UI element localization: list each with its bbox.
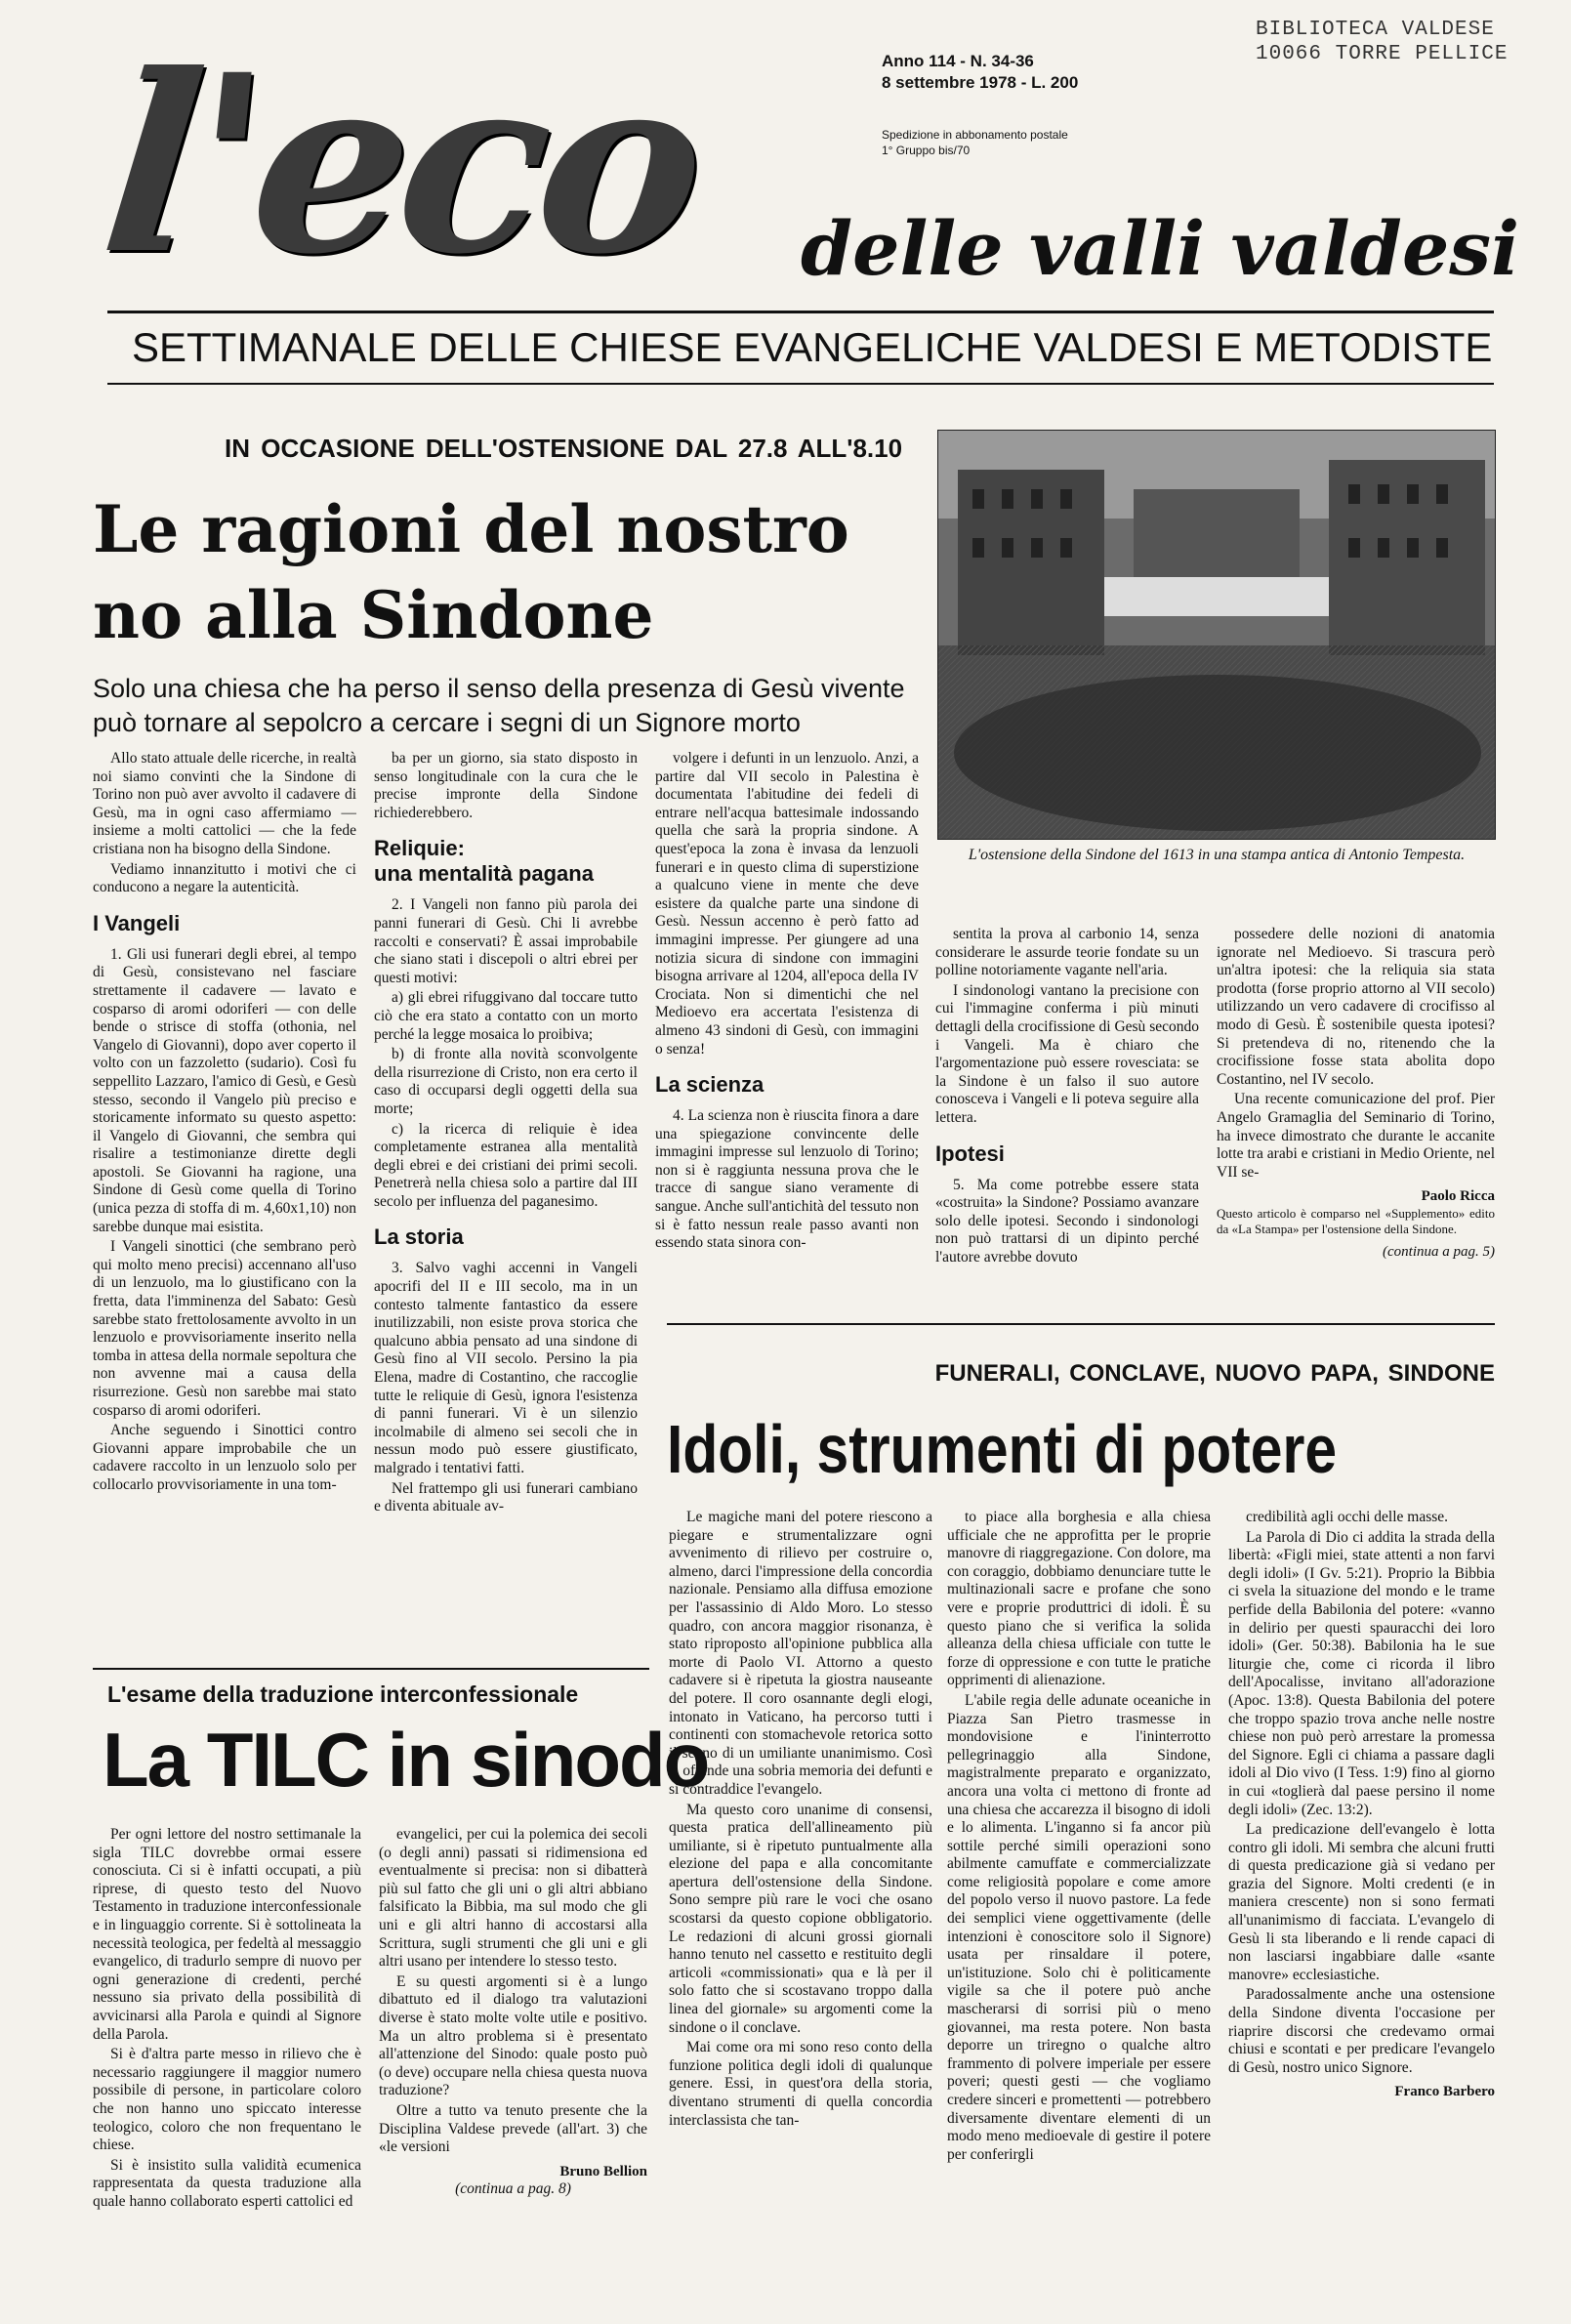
stamp-line-1: BIBLIOTECA VALDESE xyxy=(1256,19,1495,41)
image-caption: L'ostensione della Sindone del 1613 in una stampa antica di Antonio Tempesta. xyxy=(968,847,1466,863)
paragraph: 1. Gli usi funerari degli ebrei, al tempo di Gesù, consistevano nel fasciare strettamente il cadavere — lavato e cosparso di aromi odoriferi — con delle bende o strisce di stoffa (othonia, nel Vangelo di Giovanni), dopo aver coperto il volto con un fazzoletto (sudario). Così fu seppellito Lazzaro, l'amico di Gesù, e Gesù stesso, secondo il Vangelo più preciso e storicamente informato su questo aspetto: il Vangelo di Giovanni, che sembra qui risalire a testimonianze dirette degli apostoli. Se Giovanni ha ragione, una Sindone di Gesù come quella di Torino (unica pezza di stoffa di m. 4,60x1,10) non sarebbe dunque mai esistita. xyxy=(93,945,356,1235)
third-author: Bruno Bellion xyxy=(559,2163,647,2179)
section-heading: La storia xyxy=(374,1224,464,1250)
second-column-1 xyxy=(669,1509,932,2290)
lead-headline-line-1: Le ragioni del nostro xyxy=(93,491,849,567)
section-heading xyxy=(374,836,638,887)
lead-headline-line-2: no alla Sindone xyxy=(93,577,654,653)
paragraph: sentita la prova al carbonio 14, senza considerare le assurde teorie fondate su un polline notoriamente vagante nell'aria. xyxy=(935,926,1199,979)
engraving-image xyxy=(937,430,1496,840)
third-kicker: L'esame della traduzione interconfessionale xyxy=(107,1681,579,1707)
lead-deck-line-2: può tornare al sepolcro a cercare i segni di un Signore morto xyxy=(93,708,801,737)
section-heading: Ipotesi xyxy=(935,1141,1005,1166)
continued-link[interactable]: (continua a pag. 8) xyxy=(455,2180,571,2198)
lead-column-2 xyxy=(374,750,638,1648)
paragraph: to piace alla borghesia e alla chiesa ufficiale che ne approfitta per le proprie manovre di riaggregazione. Con dolore, ma con coraggio, dobbiamo denunciare tutte le multinazionali sacre e profane che sono vere e proprie produttrici di idoli. È su questo piano che si verifica la solida alleanza della chiesa ufficiale con tutte le forze di oppressione e con tutte le pratiche opprimenti di alienazione. xyxy=(947,1509,1211,1689)
postal-line-2: 1° Gruppo bis/70 xyxy=(882,144,971,157)
continued-link[interactable]: (continua a pag. 5) xyxy=(1383,1243,1495,1260)
second-column-2 xyxy=(947,1509,1211,2290)
engraving-illustration xyxy=(938,431,1496,840)
paragraph: Si è d'altra parte messo in rilievo che è necessario raggiungere il maggior numero possibile di persone, in particolare coloro che non hanno uno spiccato interesse teologico, coloro che non frequentano le chiese. xyxy=(93,2046,361,2154)
second-kicker: FUNERALI, CONCLAVE, NUOVO PAPA, SINDONE xyxy=(934,1360,1495,1387)
paragraph: Si è insistito sulla validità ecumenica rappresentata da questa traduzione alla quale hanno collaborato esperti cattolici ed xyxy=(93,2156,361,2210)
paragraph: 4. La scienza non è riuscita finora a dare una spiegazione convincente delle immagini impresse sul lenzuolo di Torino; non si è raggiunta nessuna prova che le tracce di sangue siano veramente di sangue. Anche sull'antichità del tessuto non si è fatto nessun reale passo avanti non essendo stata sinora con- xyxy=(655,1107,919,1252)
third-headline: La TILC in sinodo xyxy=(103,1717,709,1803)
paragraph: a) gli ebrei rifuggivano dal toccare tutto ciò che era stato a contatto con un morto perché la legge mosaica lo proibiva; xyxy=(374,989,638,1043)
paragraph: credibilità agli occhi delle masse. xyxy=(1246,1509,1449,1525)
masthead-rule xyxy=(107,311,1494,313)
issue-date-price: 8 settembre 1978 - L. 200 xyxy=(882,73,1079,92)
lead-deck-line-1: Solo una chiesa che ha perso il senso della presenza di Gesù vivente xyxy=(93,674,905,703)
paragraph: Allo stato attuale delle ricerche, in realtà noi siamo convinti che la Sindone di Torino non può aver avvolto il cadavere di Gesù, ma in ogni caso affermiamo — insieme a molti cattolici — che la fede cristiana non ha bisogno della Sindone. xyxy=(93,750,356,857)
source-note: Questo articolo è comparso nel «Supplemento» edito da «La Stampa» per l'ostensione della Sindone. xyxy=(1217,1205,1495,1236)
second-column-3 xyxy=(1228,1509,1495,2290)
paragraph: Anche seguendo i Sinottici contro Giovanni appare improbabile che un cadavere raccolto in un lenzuolo solo per collocarlo provvisoriamente in una tom- xyxy=(93,1422,356,1493)
paragraph: I Vangeli sinottici (che sembrano però qui molto meno precisi) accennano all'uso di un lenzuolo, ma lo giustificano con la fretta, data l'imminenza del Sabato: Gesù sarebbe stato frettolosamente avvolto in un lenzuolo e provvisoriamente inserito nella tomba in attesa della normale sepoltura che non avvenne mai a causa della risurrezione. Gesù non sarebbe mai stato cosparso di aromi odoriferi. xyxy=(93,1238,356,1419)
issue-info xyxy=(882,51,1175,94)
paragraph: volgere i defunti in un lenzuolo. Anzi, a partire dal VII secolo in Palestina è documentata l'abitudine dei fedeli di entrare nell'acqua battesimale indossando quella che sarà la propria sindone. A quest'epoca la zona è invasa da lenzuoli funerari e in questo clima di superstizione a qualcuno viene in mente che deve esistere da qualche parte una sindone di Gesù. Nessun accenno è però fatto ad immagini impresse. Per giungere ad una notizia sicura di sindone con immagini bisogna arrivare al 1204, all'epoca della IV Crociata. Non si dimentichi che nel Medioevo era accertata l'esistenza di almeno 43 sindoni di Gesù, con immagini o senza! xyxy=(655,750,919,1058)
postal-info xyxy=(882,127,1175,158)
section-rule xyxy=(667,1323,1495,1325)
paragraph: 3. Salvo vaghi accenni in Vangeli apocrifi del II e III secolo, ma in un contesto talmente fantastico da essere inutilizzabili, non esiste prova storica che qualcuno abbia pensato ad una sindone di Gesù fino al VII secolo. Persino la pia Elena, madre di Costantino, che raccoglie tutte le reliquie di Gesù, ignora l'esistenza di panni funerari. Vi è un silenzio incolmabile di almeno sei secoli che in nessun modo può essere giustificato, malgrado i tentativi fatti. xyxy=(374,1260,638,1476)
lead-headline xyxy=(93,486,942,658)
section-rule xyxy=(93,1668,649,1670)
second-headline: Idoli, strumenti di potere xyxy=(667,1411,1338,1487)
lead-column-3 xyxy=(655,750,919,1287)
lead-author: Paolo Ricca xyxy=(1421,1188,1495,1205)
paragraph: Mai come ora mi sono reso conto della funzione politica degli idoli di qualunque genere. Essi, in quest'ora della storia, diventano strumenti di quella concordia interclassista che tan- xyxy=(669,2039,932,2129)
lead-column-1 xyxy=(93,750,356,1668)
paragraph: La Parola di Dio ci addita la strada della libertà: «Figli miei, state attenti a non farvi degli idoli» (I Gv. 5:21). Proprio la Bibbia ci svela la situazione del mondo e le trame perfide della Babilonia del potere: «vanno in delirio per questi spauracchi dei loro idoli» (Ger. 50:38). Babilonia ha le sue liturgie che, come ci ricorda il libro dell'Apocalisse, invitano all'adorazione (Apoc. 13:8). Questa Babilonia del potere che troppo spazio trova anche nelle nostre chiese non può però arrestare la promessa del Signore. Egli ci chiama a passare dagli idoli al Dio vivo (I Tess. 1:9) fino al giorno in cui «toglierà dal paese persino il nome degli idoli» (Zec. 13:2). xyxy=(1228,1528,1495,1818)
masthead-rule-bottom xyxy=(107,383,1494,385)
paragraph: La predicazione dell'evangelo è lotta contro gli idoli. Mi sembra che alcuni frutti di questa predicazione già si vedano per grazia del Signore. Molti credenti (e in maniera crescente) non si sono fermati all'unanimismo di facciata. L'evangelo di Gesù li sta liberando e li rende capaci di non lasciarsi ingabbiare dalle «sante manovre» ecclesiastiche. xyxy=(1228,1821,1495,1983)
paragraph: c) la ricerca di reliquie è idea completamente estranea alla mentalità degli ebrei e dei cristiani dei primi secoli. Penetrerà nella chiesa solo a partire dal III secolo per influenza del paganesimo. xyxy=(374,1120,638,1210)
paragraph: Una recente comunicazione del prof. Pier Angelo Gramaglia del Seminario di Torino, ha invece dimostrato che durante le accanite lotte tra arabi e cristiani in Medio Oriente, nel VII se- xyxy=(1217,1091,1495,1181)
lead-column-4 xyxy=(935,926,1199,1287)
paragraph: evangelici, per cui la polemica dei secoli (o degli anni) passati si ridimensiona ed eventualmente si precisa: non si dibatterà più sul fatto che gli uni o gli altri abbiano falsificato la Bibbia, ma sul modo che gli uni e gli altri hanno di accostarsi alla Scrittura, sugli strumenti che gli uni e gli altri usano per intendere lo stesso testo. xyxy=(379,1826,647,1971)
paragraph: Paradossalmente anche una ostensione della Sindone diventa l'occasione per riaprire discorsi che credevamo ormai chiusi e scontati e per predicare l'evangelo di Gesù, nostro unico Signore. xyxy=(1228,1986,1495,2076)
section-heading-line-1: Reliquie: xyxy=(374,836,465,861)
second-author: Franco Barbero xyxy=(1394,2084,1495,2100)
paragraph: L'abile regia delle adunate oceaniche in Piazza San Pietro trasmesse in mondovisione e l'ininterrotto pellegrinaggio alla Sindone, magistralmente preparato e organizzato, ancora una volta ci mettono di fronte ad una chiesa che accarezza il bisogno di idoli e lo alimenta. L'inganno si fa ancor più sottile perché simili operazioni sono abilmente camuffate e commercializzate come religiosità popolare e come amore del popolo verso il nuovo pastore. La fede dei semplici viene oggettivamente (delle intenzioni è conoscitore solo il Signore) usata per rinsaldare il potere, un'istituzione. Solo chi è politicamente vigile sa che il potere può anche mascherarsi di sorrisi più o meno giovannei, ma resta potere. Non basta deporre un triregno o qualche altro frammento di polvere imperiale per essere poveri; questi gesti — che vogliamo credere sinceri e promettenti — potrebbero diversamente diventare elementi di un modo meno medioevale di gestire il potere per conferirgli xyxy=(947,1691,1211,2163)
section-heading: La scienza xyxy=(655,1072,765,1098)
library-stamp xyxy=(1256,18,1560,66)
third-column-1 xyxy=(93,1826,361,2295)
paragraph: Vediamo innanzitutto i motivi che ci conducono a negare la autenticità. xyxy=(93,860,356,896)
masthead-logo xyxy=(92,21,859,308)
paragraph: possedere delle nozioni di anatomia ignorate nel Medioevo. Si trascura però un'altra ipotesi: che la reliquia sia stata prodotta (forse proprio attorno al VII secolo) utilizzando un vero cadavere di crocifisso al modo di Gesù. È sostenibile questa ipotesi? Si pretendeva di no, ritenendo che la crocifissione fosse stata abolita dopo Costantino, nel IV secolo. xyxy=(1217,926,1495,1088)
paragraph: Nel frattempo gli usi funerari cambiano e diventa abituale av- xyxy=(374,1479,638,1515)
paragraph: I sindonologi vantano la precisione con cui l'immagine conferma i più minuti dettagli della crocifissione di Gesù secondo i Vangeli. Ma è chiaro che l'argomentazione può essere rovesciata: se la Sindone è un falso il suo autore conosceva i Vangeli e li poteva seguire alla lettera. xyxy=(935,981,1199,1126)
stamp-line-2: 10066 TORRE PELLICE xyxy=(1256,43,1509,65)
paragraph: Per ogni lettore del nostro settimanale la sigla TILC dovrebbe ormai essere conosciuta. Ci si è infatti occupati, a più riprese, di questo testo del Nuovo Testamento in traduzione interconfessionale e in linguaggio corrente. Si è sottolineata la necessità teologica, per fedeltà al messaggio evangelico, di tradurlo sempre di nuovo per ogni generazione di credenti, perché nessuno sia privato della possibilità di avvicinarsi alla Parola e quindi al Signore della Parola. xyxy=(93,1826,361,2043)
paragraph: b) di fronte alla novità sconvolgente della risurrezione di Cristo, non era certo il caso di occuparsi degli oggetti della sua morte; xyxy=(374,1046,638,1117)
lead-column-5 xyxy=(1217,926,1495,1287)
logo-text: l'eco xyxy=(92,21,708,308)
paragraph: Le magiche mani del potere riescono a piegare e strumentalizzare ogni avvenimento di rilievo per costruire o, almeno, darci l'impressione della concordia nazionale. Pensiamo alla diffusa emozione per l'assassinio di Aldo Moro. Lo stesso quadro, con ancora maggior risonanza, è stato riproposto all'opinione pubblica alla morte di Paolo VI. Attorno a questo cadavere si è ripetuta la giostra nauseante del potere. Il coro osannante degli elogi, intonato in Vaticano, ha percorso tutti i continenti con stomachevole retorica sotto il segno di un umiliante unanimismo. Così si offende una sobria memoria dei defunti e si contraddice l'evangelo. xyxy=(669,1509,932,1798)
paragraph: ba per un giorno, sia stato disposto in senso longitudinale con la cura che le precise impronte della Sindone richiederebbero. xyxy=(374,750,638,821)
lead-kicker: IN OCCASIONE DELL'OSTENSIONE DAL 27.8 ALL'8.10 xyxy=(225,434,903,463)
masthead-subtitle: delle valli valdesi xyxy=(801,205,1519,292)
paragraph: 5. Ma come potrebbe essere stata «costruita» la Sindone? Possiamo avanzare solo delle ipotesi. Secondo i sindonologi non può trattarsi di un dipinto perché l'autore avrebbe dovuto xyxy=(935,1176,1199,1266)
third-column-2 xyxy=(379,1826,647,2295)
section-heading-line-2: una mentalità pagana xyxy=(374,861,594,887)
paragraph: 2. I Vangeli non fanno più parola dei panni funerari di Gesù. Chi li avrebbe raccolti e conservati? È assai improbabile che siano stati i discepoli o altri ebrei per questi motivi: xyxy=(374,896,638,986)
issue-number: Anno 114 - N. 34-36 xyxy=(882,52,1034,70)
paragraph: Ma questo coro unanime di consensi, questa pratica dell'allineamento più umiliante, si è ripetuto puntualmente alla elezione del papa e alla concomitante apertura dell'ostensione della Sindone. Sono sempre più rare le voci che osano scostarsi da questo copione obbligatorio. Le redazioni di alcuni grossi giornali hanno tenuto nel cassetto e restituito degli articoli «commissionati» qua e là per il solo fatto che si scostavano troppo dalla linea del giornale» su argomenti come la sindone o il conclave. xyxy=(669,1801,932,2036)
masthead-tagline: SETTIMANALE DELLE CHIESE EVANGELICHE VALDESI E METODISTE xyxy=(132,324,1493,370)
section-heading: I Vangeli xyxy=(93,910,181,935)
postal-line-1: Spedizione in abbonamento postale xyxy=(882,128,1068,142)
lead-deck xyxy=(93,672,942,740)
paragraph: E su questi argomenti si è a lungo dibattuto ed il dialogo tra valutazioni diverse è stato molte volte utile e positivo. Ma un altro problema si è presentato all'attenzione del Sinodo: quale posto può (o deve) occupare nella chiesa questa nuova traduzione? xyxy=(379,1972,647,2099)
paragraph: Oltre a tutto va tenuto presente che la Disciplina Valdese prevede (all'art. 3) che «le versioni xyxy=(379,2101,647,2156)
